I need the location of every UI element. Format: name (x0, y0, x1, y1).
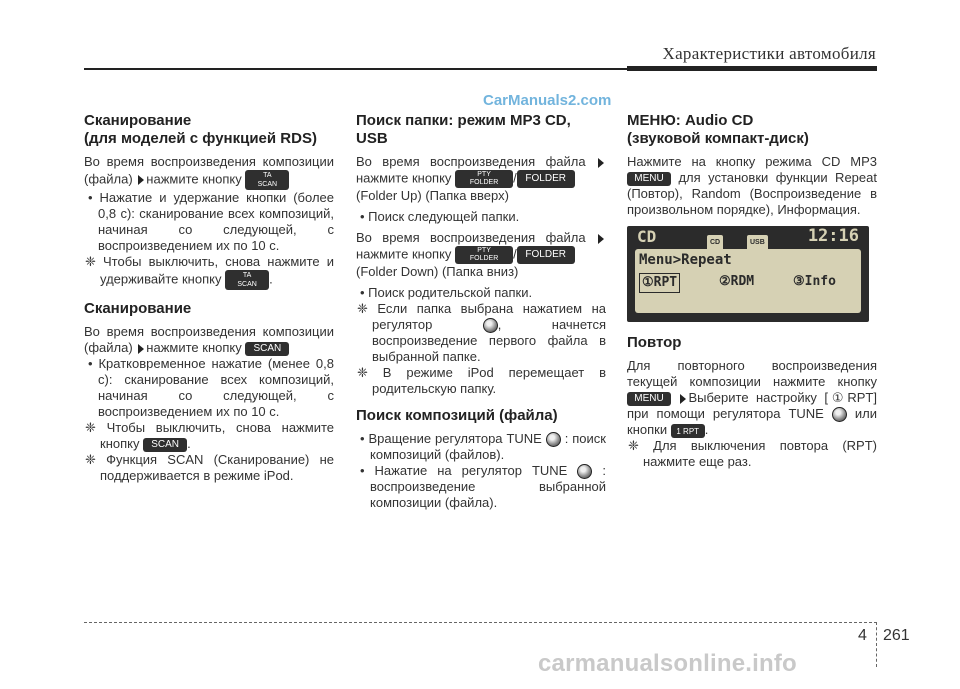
text: Для повторного воспроизведения текущей композиции нажмите кнопку (627, 358, 877, 389)
pty-folder-up-button (455, 170, 513, 188)
paragraph (84, 154, 334, 190)
text: ❈ Если папка выбрана нажатием на регулятор (357, 301, 606, 332)
tune-knob-icon (546, 432, 561, 447)
note: ❈ Функция SCAN (Сканирование) не поддерживается в режиме iPod. (85, 452, 334, 483)
text: Во время воспроизведения файла (356, 230, 586, 245)
menu-button: MENU (627, 392, 671, 406)
bullet-item: • Кратковременное нажатие (менее 0,8 с): сканирование всех композиций, начиная со следующей, с воспроизведением их по 10 с. (88, 356, 334, 419)
text: нажмите кнопку (146, 340, 242, 355)
text: для установки функции Repeat (Повтор), Random (Воспроизведение в произвольном порядке), Информация. (627, 170, 877, 217)
title-line-2: (звуковой компакт-диск) (627, 130, 809, 147)
screen-option-info: ③Info (793, 274, 836, 289)
text: ❈ Чтобы выключить, снова нажмите кнопку (85, 420, 334, 451)
screen-mode: CD (637, 227, 657, 246)
play-triangle-icon (138, 175, 144, 185)
section-title-track-search: Поиск композиций (файла) (356, 407, 558, 425)
footer-divider (876, 622, 877, 667)
watermark-bottom: carmanualsonline.info (538, 650, 797, 677)
play-triangle-icon (598, 158, 604, 168)
screen-tag-usb: USB (747, 235, 768, 251)
text: Во время воспроизведения композиции (файла) (84, 154, 334, 187)
text: Нажмите на кнопку режима CD MP3 (627, 154, 877, 169)
rpt-button: 1 RPT (671, 424, 705, 438)
folder-down-button: FOLDER (517, 246, 575, 264)
text: (Folder Up) (Папка вверх) (356, 188, 509, 203)
menu-button: MENU (627, 172, 671, 186)
bullet-item: • Нажатие и удержание кнопки (более 0,8 с): сканирование всех композиций, начиная со следующей, с воспроизведением их по 10 с. (88, 190, 334, 253)
btn-label: SCAN (237, 281, 257, 288)
header-bar (627, 66, 877, 71)
column-1 (84, 112, 334, 484)
tune-knob-icon (577, 464, 592, 479)
title-line-1: Сканирование (84, 112, 192, 129)
page-header-title: Характеристики автомобиля (662, 44, 876, 63)
paragraph: Во время воспроизведения файла нажмите кнопку PTY FOLDER / FOLDER (Folder Up) (Папка вверх) (356, 154, 606, 204)
tune-knob-icon (832, 407, 847, 422)
title-line-1: МЕНЮ: Audio CD (627, 112, 754, 129)
text: : поиск композиций (файлов). (370, 431, 606, 463)
text: нажмите кнопку (356, 246, 452, 262)
btn-label: TA (263, 172, 272, 179)
screen-tag-cd: CD (707, 235, 723, 251)
page-number: 261 (883, 627, 910, 644)
title-line-2: USB (356, 130, 388, 147)
watermark-top: CarManuals2.com (483, 92, 612, 109)
screen-menu-panel (635, 249, 861, 313)
ta-scan-button (245, 170, 289, 190)
note (356, 301, 606, 365)
btn-label: PTY (477, 247, 491, 254)
paragraph (627, 154, 877, 218)
screen-menu-title: Menu>Repeat (639, 252, 732, 268)
text: , начнется воспроизведение первого файла в выбранной папке. (372, 317, 606, 365)
btn-label: FOLDER (469, 179, 499, 186)
section-title-folder-search (356, 112, 606, 148)
text: • Нажатие на регулятор TUNE (360, 463, 568, 479)
btn-label: SCAN (257, 181, 278, 188)
section-title-menu-audio-cd (627, 112, 877, 148)
note: ❈ Чтобы выключить, снова нажмите кнопку SCAN . (85, 420, 334, 451)
screen-option-rpt: ①RPT (639, 273, 680, 293)
text: ❈ Чтобы выключить, снова нажмите и удерживайте кнопку (85, 254, 334, 287)
bullet-item: • Поиск родительской папки. (360, 285, 533, 300)
btn-label: FOLDER (469, 255, 499, 262)
display-screen (627, 226, 869, 322)
column-2 (356, 112, 606, 511)
bullet-item: • Поиск следующей папки. (360, 209, 520, 224)
screen-option-rdm: ②RDM (719, 274, 755, 289)
note: ❈ В режиме iPod перемещает в родительскую папку. (357, 365, 606, 397)
paragraph (84, 324, 334, 356)
ta-scan-button (225, 270, 269, 290)
bullet-item (356, 431, 606, 463)
screen-clock: 12:16 (807, 226, 859, 246)
play-triangle-icon (138, 344, 144, 354)
section-title-repeat: Повтор (627, 334, 682, 351)
bullet-item (356, 463, 606, 511)
text: • Вращение регулятора TUNE (360, 431, 542, 447)
text: Выберите настройку [①RPT] при помощи регулятора TUNE (627, 390, 877, 421)
text: (Folder Down) (Папка вниз) (356, 264, 519, 279)
pty-folder-down-button (455, 246, 513, 264)
scan-button: SCAN (143, 438, 187, 452)
screen-menu-options (639, 273, 857, 293)
note: ❈ Чтобы выключить, снова нажмите и удерживайте кнопку TA SCAN . (85, 254, 334, 288)
text: нажмите кнопку (146, 171, 242, 187)
play-triangle-icon (680, 394, 686, 404)
section-title-scan: Сканирование (84, 300, 192, 317)
btn-label: TA (242, 272, 252, 279)
footer-rule (84, 622, 877, 623)
play-triangle-icon (598, 234, 604, 244)
tune-knob-icon (483, 318, 498, 333)
paragraph: Во время воспроизведения файла нажмите кнопку PTY FOLDER / FOLDER (Folder Down) (Папка вниз) (356, 230, 606, 280)
title-line-1: Поиск папки: режим MP3 CD, (356, 112, 571, 129)
text: Во время воспроизведения файла (356, 154, 586, 169)
column-3 (627, 112, 877, 470)
text: : воспроизведение выбранной композиции (файла). (370, 463, 606, 511)
text: или кнопки (627, 406, 877, 438)
title-line-2: (для моделей с функцией RDS) (84, 130, 317, 147)
paragraph: Для повторного воспроизведения текущей композиции нажмите кнопку MENU Выберите настройку [①RPT] при помощи регулятора TUNE или кнопки 1 RPT . (627, 358, 877, 438)
note: ❈ Для выключения повтора (RPT) нажмите еще раз. (628, 438, 877, 470)
section-title-scan-rds (84, 112, 334, 148)
text: Во время воспроизведения композиции (файла) (84, 324, 334, 355)
screen-status-bar (635, 226, 861, 249)
chapter-number: 4 (858, 627, 867, 644)
btn-label: PTY (477, 171, 491, 178)
text: нажмите кнопку (356, 170, 452, 186)
scan-button: SCAN (245, 342, 289, 356)
folder-up-button: FOLDER (517, 170, 575, 188)
